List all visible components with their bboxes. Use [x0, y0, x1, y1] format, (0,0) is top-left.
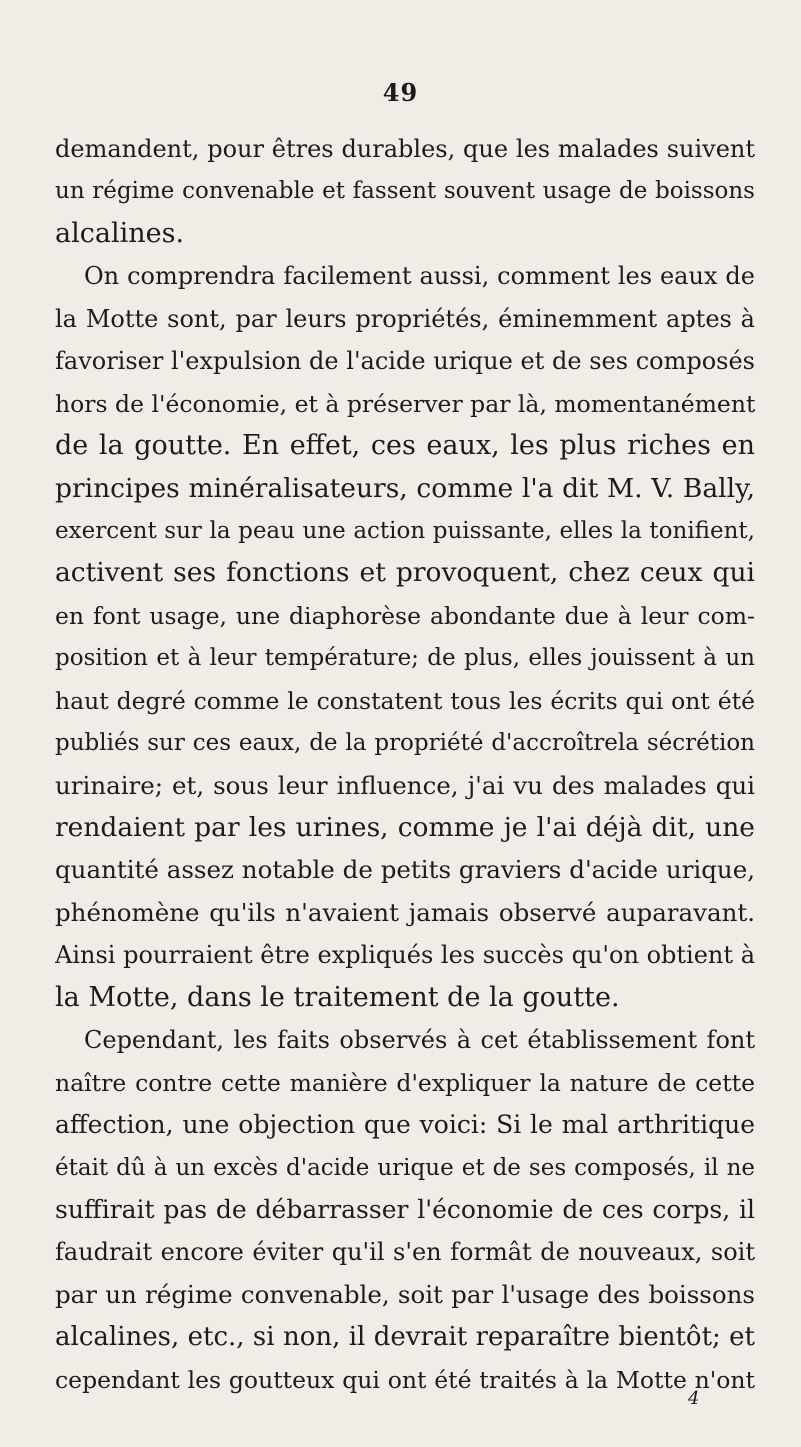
text-line: cependant les goutteux qui ont été traités à la Motte n'ont [55, 1365, 755, 1394]
text-line: de la goutte. En effet, ces eaux, les plus riches en [55, 430, 755, 462]
text-line: la Motte sont, par leurs propriétés, éminemment aptes à [55, 304, 755, 333]
text-line: Cependant, les faits observés à cet établissement font [84, 1026, 755, 1055]
text-line: suffirait pas de débarrasser l'économie de ces corps, il [55, 1194, 755, 1224]
text-line: publiés sur ces eaux, de la propriété d'accroîtrela sécrétion [55, 730, 755, 757]
text-line: alcalines. [55, 217, 185, 249]
page-number: 49 [382, 78, 419, 107]
signature-mark: 4 [688, 1388, 700, 1409]
text-line: exercent sur la peau une action puissante, elles la tonifient, [55, 517, 755, 544]
text-line: alcalines, etc., si non, il devrait reparaître bientôt; et [55, 1322, 755, 1353]
text-line: principes minéralisateurs, comme l'a dit M. V. Bally, [55, 472, 755, 504]
text-line: un régime convenable et fassent souvent usage de boissons [55, 178, 755, 205]
text-line: quantité assez notable de petits graviers d'acide urique, [55, 855, 755, 885]
text-line: hors de l'économie, et à préserver par là, momentanément [55, 389, 755, 418]
text-line: Ainsi pourraient être expliqués les succès qu'on obtient à [55, 941, 755, 970]
text-line: favoriser l'expulsion de l'acide urique et de ses composés [55, 347, 755, 376]
text-line: naître contre cette manière d'expliquer la nature de cette [55, 1068, 755, 1097]
text-line: demandent, pour êtres durables, que les malades suivent [55, 135, 755, 163]
body-text [55, 128, 755, 1401]
text-line: activent ses fonctions et provoquent, chez ceux qui [55, 557, 755, 589]
text-line: faudrait encore éviter qu'il s'en formât de nouveaux, soit [55, 1238, 755, 1267]
text-line: affection, une objection que voici: Si le mal arthritique [55, 1110, 755, 1140]
text-line: par un régime convenable, soit par l'usage des boissons [55, 1279, 755, 1309]
text-line: On comprendra facilement aussi, comment les eaux de [84, 262, 755, 291]
text-line: urinaire; et, sous leur influence, j'ai vu des malades qui [55, 770, 755, 800]
text-line: position et à leur température; de plus, elles jouissent à un [55, 645, 755, 672]
text-line: en font usage, une diaphorèse abondante due à leur com- [55, 601, 755, 630]
text-line: la Motte, dans le traitement de la goutte. [55, 981, 620, 1013]
text-line: rendaient par les urines, comme je l'ai déjà dit, une [55, 812, 755, 843]
text-line: haut degré comme le constatent tous les écrits qui ont été [55, 686, 755, 715]
text-line: était dû à un excès d'acide urique et de ses composés, il ne [55, 1154, 755, 1181]
text-line: phénomène qu'ils n'avaient jamais observé auparavant. [55, 897, 755, 927]
